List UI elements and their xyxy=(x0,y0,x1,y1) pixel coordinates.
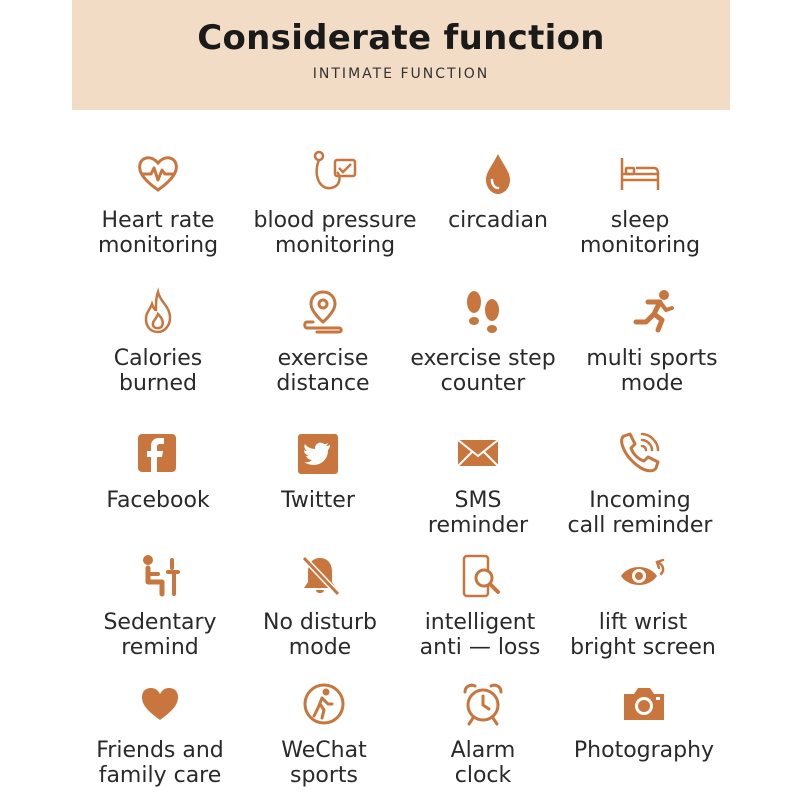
feature-anti-loss xyxy=(390,552,570,660)
feature-step-counter xyxy=(393,288,573,396)
feature-label: sleep monitoring xyxy=(579,208,701,258)
facebook-icon xyxy=(134,430,182,478)
feature-photography xyxy=(554,680,734,763)
twitter-icon xyxy=(294,430,342,478)
feature-label: Incoming call reminder xyxy=(567,488,713,538)
phone-ringing-icon xyxy=(616,430,664,478)
page-subtitle: INTIMATE FUNCTION xyxy=(312,66,490,82)
envelope-icon xyxy=(454,430,502,478)
feature-label: blood pressure monitoring xyxy=(253,208,417,258)
eye-rotate-icon xyxy=(619,552,667,600)
feature-wechat-sports xyxy=(234,680,414,788)
bell-off-icon xyxy=(296,552,344,600)
bed-icon xyxy=(616,150,664,198)
heart-rate-icon xyxy=(134,150,182,198)
feature-label: lift wrist bright screen xyxy=(570,610,716,660)
feature-label: multi sports mode xyxy=(586,346,718,396)
feature-calories xyxy=(68,288,248,396)
feature-label: exercise step counter xyxy=(410,346,556,396)
runner-icon xyxy=(628,288,676,336)
seated-person-icon xyxy=(136,552,184,600)
feature-twitter xyxy=(228,430,408,513)
feature-blood-pressure xyxy=(245,150,425,258)
location-pin-icon xyxy=(299,288,347,336)
feature-label: SMS reminder xyxy=(427,488,529,538)
phone-search-icon xyxy=(456,552,504,600)
feature-label: Facebook xyxy=(106,488,210,513)
feature-multi-sports xyxy=(562,288,742,396)
feature-lift-wrist xyxy=(553,552,733,660)
feature-label: Twitter xyxy=(281,488,355,513)
feature-label: Sedentary remind xyxy=(103,610,217,660)
flame-icon xyxy=(134,288,182,336)
feature-exercise-distance xyxy=(233,288,413,396)
walking-circle-icon xyxy=(300,680,348,728)
feature-label: exercise distance xyxy=(276,346,370,396)
feature-heart-rate xyxy=(68,150,248,258)
feature-sleep xyxy=(550,150,730,258)
feature-no-disturb xyxy=(230,552,410,660)
camera-icon xyxy=(620,680,668,728)
feature-facebook xyxy=(68,430,248,513)
footprints-icon xyxy=(459,288,507,336)
feature-alarm-clock xyxy=(393,680,573,788)
feature-label: WeChat sports xyxy=(281,738,367,788)
page-title: Considerate function xyxy=(197,18,605,58)
feature-label: Photography xyxy=(573,738,715,763)
feature-sedentary xyxy=(70,552,250,660)
feature-incoming-call xyxy=(550,430,730,538)
feature-label: Heart rate monitoring xyxy=(97,208,219,258)
alarm-clock-icon xyxy=(459,680,507,728)
heart-icon xyxy=(136,680,184,728)
drop-icon xyxy=(474,150,522,198)
feature-label: Alarm clock xyxy=(450,738,516,788)
feature-label: No disturb mode xyxy=(262,610,378,660)
feature-label: Calories burned xyxy=(113,346,203,396)
header-banner xyxy=(72,0,730,110)
feature-label: intelligent anti — loss xyxy=(419,610,541,660)
feature-label: Friends and family care xyxy=(96,738,224,788)
feature-family-care xyxy=(70,680,250,788)
feature-sms xyxy=(388,430,568,538)
feature-label: circadian xyxy=(448,208,548,233)
blood-pressure-icon xyxy=(311,150,359,198)
